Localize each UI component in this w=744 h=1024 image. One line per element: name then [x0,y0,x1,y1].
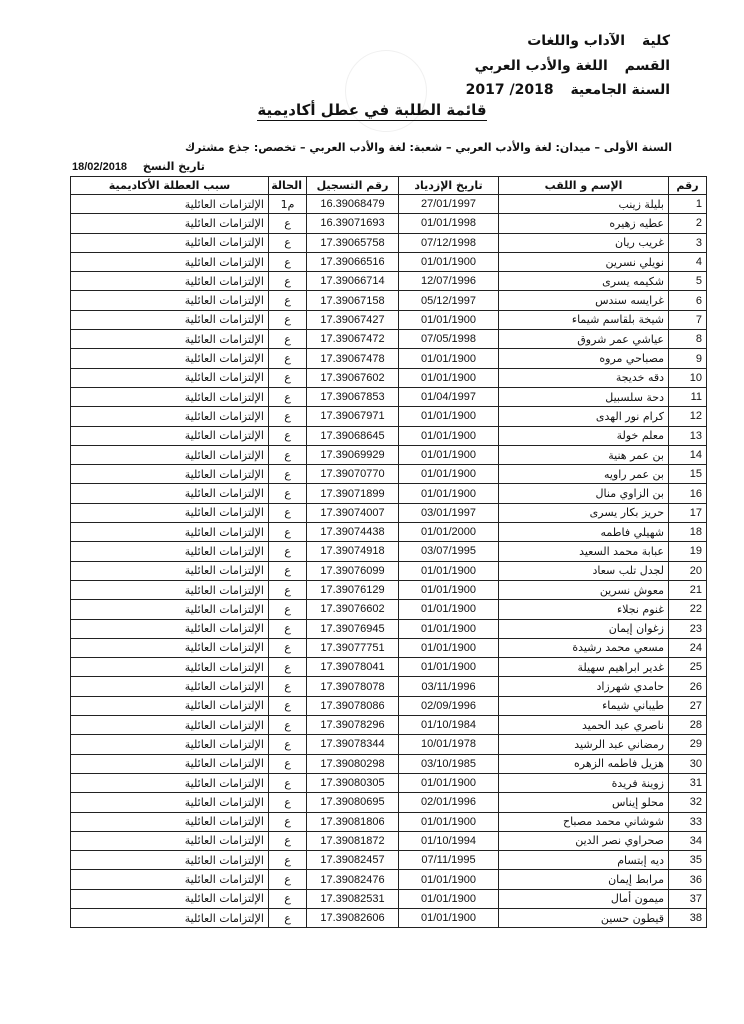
registration-number: 17.39074007 [307,503,399,522]
row-number: 28 [669,716,707,735]
col-dob-header: تاريخ الإزدياد [399,177,499,195]
registration-number: 17.39078041 [307,658,399,677]
status: ع [269,407,307,426]
row-number: 22 [669,600,707,619]
registration-number: 17.39066714 [307,272,399,291]
table-row [71,407,707,426]
leave-reason: الإلتزامات العائلية [71,542,269,561]
table-row [71,658,707,677]
birth-date: 02/09/1996 [399,696,499,715]
row-number: 13 [669,426,707,445]
registration-number: 17.39067478 [307,349,399,368]
birth-date: 01/01/1900 [399,407,499,426]
student-name: مصباحي مروه [499,349,669,368]
student-name: كرام نور الهدى [499,407,669,426]
table-row [71,484,707,503]
row-number: 26 [669,677,707,696]
academic-year-value: 2017 /2018 [465,82,554,98]
student-name: غدير ابراهيم سهيلة [499,658,669,677]
status: ع [269,542,307,561]
leave-reason: الإلتزامات العائلية [71,658,269,677]
table-row [71,870,707,889]
program-info: السنة الأولى – ميدان: لغة والأدب العربي – شعبة: لغة والأدب العربي – تخصص: جذع مشترك [184,141,672,154]
status: ع [269,870,307,889]
leave-reason: الإلتزامات العائلية [71,831,269,850]
table-row [71,349,707,368]
leave-reason: الإلتزامات العائلية [71,600,269,619]
page-title [0,101,744,119]
row-number: 1 [669,195,707,214]
status: ع [269,831,307,850]
registration-number: 17.39081806 [307,812,399,831]
table-row [71,503,707,522]
table-row [71,387,707,406]
col-number-header: رقم [669,177,707,195]
registration-number: 17.39069929 [307,445,399,464]
row-number: 38 [669,908,707,927]
student-name: معوش نسرين [499,580,669,599]
birth-date: 01/01/1900 [399,465,499,484]
leave-reason: الإلتزامات العائلية [71,368,269,387]
leave-reason: الإلتزامات العائلية [71,465,269,484]
copy-date-label: تاريخ النسخ [142,160,205,173]
row-number: 2 [669,214,707,233]
leave-reason: الإلتزامات العائلية [71,619,269,638]
page-title-text: قائمة الطلبة في عطل أكاديمية [257,101,487,119]
student-name: عياشي عمر شروق [499,330,669,349]
table-row [71,600,707,619]
status: ع [269,252,307,271]
status: ع [269,735,307,754]
birth-date: 01/01/1900 [399,426,499,445]
status: ع [269,638,307,657]
birth-date: 01/01/1900 [399,580,499,599]
table-row [71,908,707,927]
birth-date: 05/12/1997 [399,291,499,310]
registration-number: 17.39067602 [307,368,399,387]
birth-date: 07/11/1995 [399,851,499,870]
status: ع [269,503,307,522]
student-name: مرابط إيمان [499,870,669,889]
birth-date: 01/01/1900 [399,349,499,368]
registration-number: 17.39074918 [307,542,399,561]
student-name: بن عمر راويه [499,465,669,484]
student-name: دحة سلسبيل [499,387,669,406]
student-name: هزيل فاطمه الزهره [499,754,669,773]
row-number: 7 [669,310,707,329]
table-row [71,445,707,464]
leave-reason: الإلتزامات العائلية [71,677,269,696]
registration-number: 17.39080305 [307,773,399,792]
status: ع [269,291,307,310]
row-number: 19 [669,542,707,561]
row-number: 36 [669,870,707,889]
leave-reason: الإلتزامات العائلية [71,214,269,233]
table-row [71,812,707,831]
status: ع [269,465,307,484]
department-value: اللغة والأدب العربي [474,58,608,74]
table-row [71,426,707,445]
birth-date: 01/01/1900 [399,658,499,677]
birth-date: 01/01/1900 [399,619,499,638]
birth-date: 01/01/1900 [399,600,499,619]
birth-date: 01/01/1900 [399,445,499,464]
leave-reason: الإلتزامات العائلية [71,523,269,542]
status: ع [269,233,307,252]
birth-date: 10/01/1978 [399,735,499,754]
student-name: لجدل تلب سعاد [499,561,669,580]
leave-reason: الإلتزامات العائلية [71,387,269,406]
table-row [71,831,707,850]
status: ع [269,677,307,696]
status: ع [269,330,307,349]
leave-reason: الإلتزامات العائلية [71,503,269,522]
birth-date: 03/01/1997 [399,503,499,522]
student-name: طيباني شيماء [499,696,669,715]
registration-number: 17.39070770 [307,465,399,484]
registration-number: 17.39082457 [307,851,399,870]
academic-year-line [466,82,670,98]
birth-date: 01/01/1900 [399,773,499,792]
department-label: القسم [624,58,670,74]
student-name: غنوم نجلاء [499,600,669,619]
student-name: شيخة بلقاسم شيماء [499,310,669,329]
status: ع [269,619,307,638]
birth-date: 01/01/1900 [399,252,499,271]
table-row [71,330,707,349]
table-row [71,677,707,696]
row-number: 6 [669,291,707,310]
row-number: 32 [669,793,707,812]
col-reason-header: سبب العطلة الأكاديمية [71,177,269,195]
birth-date: 01/01/1900 [399,870,499,889]
birth-date: 01/01/2000 [399,523,499,542]
row-number: 4 [669,252,707,271]
registration-number: 17.39071899 [307,484,399,503]
academic-year-label: السنة الجامعية [570,82,670,98]
birth-date: 01/01/1900 [399,368,499,387]
status: ع [269,658,307,677]
status: ع [269,349,307,368]
copy-date-value: 18/02/2018 [72,161,128,173]
department-line [475,58,670,74]
row-number: 29 [669,735,707,754]
student-name: شهيلي فاطمه [499,523,669,542]
status: ع [269,754,307,773]
row-number: 10 [669,368,707,387]
leave-reason: الإلتزامات العائلية [71,754,269,773]
leave-reason: الإلتزامات العائلية [71,870,269,889]
leave-reason: الإلتزامات العائلية [71,330,269,349]
status: ع [269,793,307,812]
table-row [71,638,707,657]
row-number: 8 [669,330,707,349]
table-body [71,195,707,928]
table-row [71,523,707,542]
table-row [71,773,707,792]
table-row [71,310,707,329]
table-row [71,851,707,870]
row-number: 25 [669,658,707,677]
table-row [71,716,707,735]
registration-number: 17.39078078 [307,677,399,696]
leave-reason: الإلتزامات العائلية [71,889,269,908]
birth-date: 07/12/1998 [399,233,499,252]
leave-reason: الإلتزامات العائلية [71,580,269,599]
table-row [71,561,707,580]
row-number: 21 [669,580,707,599]
row-number: 14 [669,445,707,464]
registration-number: 17.39076602 [307,600,399,619]
registration-number: 17.39067853 [307,387,399,406]
status: م1 [269,195,307,214]
student-name: حامدي شهرزاد [499,677,669,696]
table-row [71,735,707,754]
row-number: 34 [669,831,707,850]
table-row [71,754,707,773]
status: ع [269,214,307,233]
registration-number: 17.39082606 [307,908,399,927]
registration-number: 17.39078296 [307,716,399,735]
student-name: بن عمر هنية [499,445,669,464]
registration-number: 17.39077751 [307,638,399,657]
birth-date: 01/01/1900 [399,310,499,329]
copy-date [72,160,205,173]
students-table [70,176,707,928]
student-name: حريز بكار يسرى [499,503,669,522]
leave-reason: الإلتزامات العائلية [71,908,269,927]
table-row [71,619,707,638]
student-name: معلم خولة [499,426,669,445]
status: ع [269,716,307,735]
student-name: دقه خديجة [499,368,669,387]
status: ع [269,580,307,599]
status: ع [269,889,307,908]
student-name: عطيه زهيره [499,214,669,233]
student-name: بليلة زينب [499,195,669,214]
row-number: 27 [669,696,707,715]
table-row [71,272,707,291]
faculty-label: كلية [641,33,670,49]
table-row [71,542,707,561]
table-row [71,696,707,715]
registration-number: 17.39078344 [307,735,399,754]
leave-reason: الإلتزامات العائلية [71,195,269,214]
birth-date: 07/05/1998 [399,330,499,349]
row-number: 31 [669,773,707,792]
registration-number: 16.39071693 [307,214,399,233]
leave-reason: الإلتزامات العائلية [71,812,269,831]
status: ع [269,812,307,831]
birth-date: 01/01/1900 [399,561,499,580]
table-header-row [71,177,707,195]
col-registration-header: رقم التسجيل [307,177,399,195]
birth-date: 27/01/1997 [399,195,499,214]
status: ع [269,696,307,715]
birth-date: 02/01/1996 [399,793,499,812]
registration-number: 17.39076099 [307,561,399,580]
birth-date: 03/11/1996 [399,677,499,696]
registration-number: 17.39067971 [307,407,399,426]
col-status-header: الحالة [269,177,307,195]
birth-date: 03/07/1995 [399,542,499,561]
leave-reason: الإلتزامات العائلية [71,773,269,792]
status: ع [269,445,307,464]
status: ع [269,523,307,542]
leave-reason: الإلتزامات العائلية [71,426,269,445]
row-number: 30 [669,754,707,773]
registration-number: 17.39076945 [307,619,399,638]
birth-date: 12/07/1996 [399,272,499,291]
leave-reason: الإلتزامات العائلية [71,696,269,715]
leave-reason: الإلتزامات العائلية [71,716,269,735]
leave-reason: الإلتزامات العائلية [71,310,269,329]
student-name: صحراوي نصر الدين [499,831,669,850]
registration-number: 17.39065758 [307,233,399,252]
col-name-header: الإسم و اللقب [499,177,669,195]
leave-reason: الإلتزامات العائلية [71,561,269,580]
student-name: بن الزاوي منال [499,484,669,503]
student-name: عبابة محمد السعيد [499,542,669,561]
student-name: مسعي محمد رشيدة [499,638,669,657]
student-name: قيطون حسين [499,908,669,927]
birth-date: 01/01/1900 [399,889,499,908]
registration-number: 17.39080695 [307,793,399,812]
birth-date: 01/01/1900 [399,812,499,831]
status: ع [269,908,307,927]
faculty-line [527,33,670,49]
registration-number: 17.39067427 [307,310,399,329]
registration-number: 17.39067158 [307,291,399,310]
registration-number: 17.39080298 [307,754,399,773]
student-name: محلو إيناس [499,793,669,812]
row-number: 24 [669,638,707,657]
registration-number: 17.39081872 [307,831,399,850]
row-number: 5 [669,272,707,291]
student-name: ميمون أمال [499,889,669,908]
registration-number: 17.39068645 [307,426,399,445]
row-number: 11 [669,387,707,406]
status: ع [269,426,307,445]
status: ع [269,561,307,580]
row-number: 17 [669,503,707,522]
table-row [71,214,707,233]
student-name: زغوان إيمان [499,619,669,638]
table-row [71,291,707,310]
registration-number: 17.39067472 [307,330,399,349]
faculty-value: الآداب واللغات [527,33,626,49]
leave-reason: الإلتزامات العائلية [71,272,269,291]
leave-reason: الإلتزامات العائلية [71,233,269,252]
student-name: غرايسه سندس [499,291,669,310]
row-number: 16 [669,484,707,503]
birth-date: 01/01/1998 [399,214,499,233]
leave-reason: الإلتزامات العائلية [71,735,269,754]
registration-number: 16.39068479 [307,195,399,214]
birth-date: 01/04/1997 [399,387,499,406]
registration-number: 17.39066516 [307,252,399,271]
registration-number: 17.39078086 [307,696,399,715]
status: ع [269,773,307,792]
student-name: رمضاني عبد الرشيد [499,735,669,754]
row-number: 23 [669,619,707,638]
status: ع [269,368,307,387]
table-row [71,195,707,214]
birth-date: 01/01/1900 [399,908,499,927]
row-number: 18 [669,523,707,542]
status: ع [269,387,307,406]
status: ع [269,310,307,329]
table-row [71,252,707,271]
row-number: 15 [669,465,707,484]
row-number: 9 [669,349,707,368]
row-number: 3 [669,233,707,252]
student-name: غريب ريان [499,233,669,252]
student-name: ناصري عبد الحميد [499,716,669,735]
birth-date: 01/10/1994 [399,831,499,850]
leave-reason: الإلتزامات العائلية [71,252,269,271]
leave-reason: الإلتزامات العائلية [71,445,269,464]
registration-number: 17.39082531 [307,889,399,908]
student-name: زوينة فريدة [499,773,669,792]
leave-reason: الإلتزامات العائلية [71,291,269,310]
status: ع [269,272,307,291]
table-row [71,889,707,908]
status: ع [269,484,307,503]
student-name: شكيمه يسرى [499,272,669,291]
birth-date: 01/01/1900 [399,484,499,503]
registration-number: 17.39082476 [307,870,399,889]
student-name: شوشاني محمد مصباح [499,812,669,831]
row-number: 20 [669,561,707,580]
table-row [71,368,707,387]
row-number: 37 [669,889,707,908]
table-row [71,793,707,812]
table-row [71,465,707,484]
birth-date: 01/01/1900 [399,638,499,657]
registration-number: 17.39076129 [307,580,399,599]
birth-date: 03/10/1985 [399,754,499,773]
leave-reason: الإلتزامات العائلية [71,793,269,812]
student-name: ديه إبتسام [499,851,669,870]
table-row [71,233,707,252]
leave-reason: الإلتزامات العائلية [71,851,269,870]
leave-reason: الإلتزامات العائلية [71,638,269,657]
leave-reason: الإلتزامات العائلية [71,407,269,426]
status: ع [269,600,307,619]
birth-date: 01/10/1984 [399,716,499,735]
row-number: 35 [669,851,707,870]
leave-reason: الإلتزامات العائلية [71,349,269,368]
leave-reason: الإلتزامات العائلية [71,484,269,503]
row-number: 33 [669,812,707,831]
table-row [71,580,707,599]
registration-number: 17.39074438 [307,523,399,542]
row-number: 12 [669,407,707,426]
student-name: نويلي نسرين [499,252,669,271]
status: ع [269,851,307,870]
